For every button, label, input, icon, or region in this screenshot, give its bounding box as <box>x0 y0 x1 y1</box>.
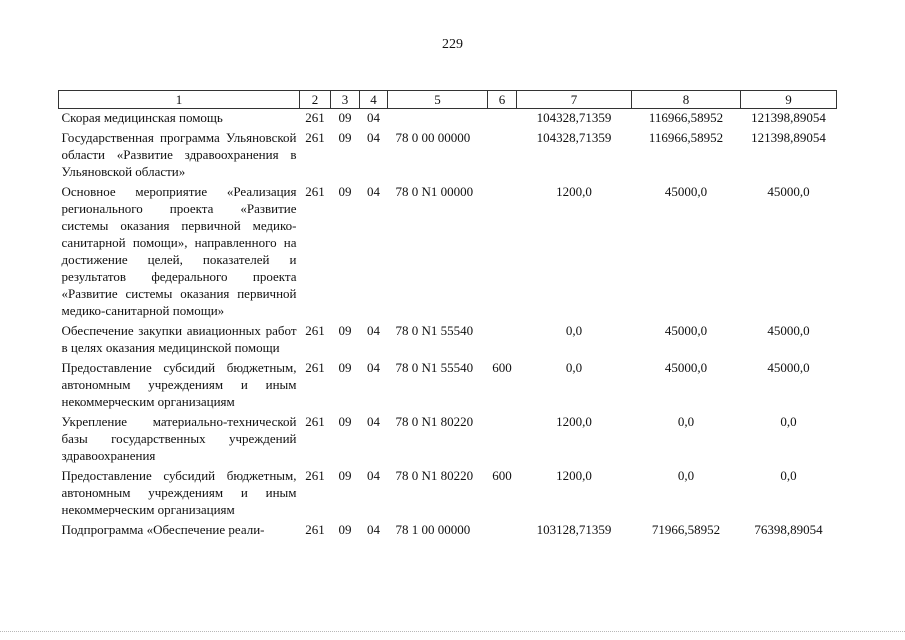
amount-cell: 0,0 <box>677 414 695 429</box>
section-cell: 09 <box>338 110 352 125</box>
amount-cell: 121398,89054 <box>751 110 826 125</box>
target-article-cell: 78 0 N1 55540 <box>395 323 474 338</box>
header-cell: 3 <box>331 91 360 109</box>
subsection-cell: 04 <box>367 110 380 125</box>
code-cell: 261 <box>305 468 325 483</box>
amount-cell: 0,0 <box>565 360 583 375</box>
amount-cell: 0,0 <box>565 323 583 338</box>
section-cell: 09 <box>338 323 352 338</box>
table-row <box>59 183 837 322</box>
table-row <box>59 521 837 538</box>
expense-type-cell <box>488 109 517 130</box>
amount-cell: 45000,0 <box>767 184 810 199</box>
code-cell: 261 <box>305 522 325 537</box>
header-cell: 5 <box>388 91 488 109</box>
target-article-cell: 78 0 N1 80220 <box>395 414 474 429</box>
table-row <box>59 413 837 467</box>
header-cell: 4 <box>360 91 388 109</box>
subsection-cell: 04 <box>367 360 380 375</box>
section-cell: 09 <box>338 522 352 537</box>
amount-cell: 1200,0 <box>556 468 592 483</box>
target-article-cell: 78 0 N1 55540 <box>395 360 474 375</box>
subsection-cell: 04 <box>367 522 380 537</box>
amount-cell: 45000,0 <box>664 184 708 199</box>
amount-cell: 45000,0 <box>664 323 708 338</box>
expense-type-cell <box>488 183 517 322</box>
amount-cell: 0,0 <box>780 468 797 483</box>
amount-cell: 45000,0 <box>767 360 810 375</box>
amount-cell: 1200,0 <box>556 184 592 199</box>
table-row <box>59 322 837 359</box>
section-cell: 09 <box>338 468 352 483</box>
amount-cell: 116966,58952 <box>648 130 724 145</box>
section-cell: 09 <box>338 130 352 145</box>
expense-type-cell <box>488 413 517 467</box>
amount-cell: 0,0 <box>780 414 797 429</box>
amount-cell: 104328,71359 <box>536 130 612 145</box>
table-body <box>59 109 837 539</box>
table-row <box>59 359 837 413</box>
amount-cell: 104328,71359 <box>536 110 612 125</box>
section-cell: 09 <box>338 184 352 199</box>
amount-cell: 45000,0 <box>664 360 708 375</box>
row-name-cell: Скорая медицинская помощь <box>61 110 223 125</box>
expense-type-cell: 600 <box>492 360 512 375</box>
target-article-cell: 78 0 N1 80220 <box>395 468 474 483</box>
amount-cell: 103128,71359 <box>536 522 612 537</box>
code-cell: 261 <box>305 130 325 145</box>
code-cell: 261 <box>305 110 325 125</box>
amount-cell: 45000,0 <box>767 323 810 338</box>
header-cell: 8 <box>632 91 741 109</box>
table-row <box>59 109 837 130</box>
row-name-cell: Основное мероприятие «Реализация регионального проекта «Развитие системы оказания первичной медико-санитарной помощи», направленного на достижение целей, показателей и результатов федерального проекта «Развитие системы оказания первичной медико-санитарной помощи» <box>61 184 297 318</box>
expense-type-cell: 600 <box>492 468 512 483</box>
subsection-cell: 04 <box>367 414 380 429</box>
row-name-cell: Предоставление субсидий бюджетным, автономным учреждениям и иным некоммерческим организациям <box>61 360 297 409</box>
subsection-cell: 04 <box>367 323 380 338</box>
target-article-cell: 78 1 00 00000 <box>395 522 471 537</box>
amount-cell: 1200,0 <box>556 414 592 429</box>
header-cell: 1 <box>59 91 300 109</box>
expense-type-cell <box>488 129 517 183</box>
amount-cell: 121398,89054 <box>751 130 826 145</box>
header-cell: 6 <box>488 91 517 109</box>
header-cell: 9 <box>741 91 837 109</box>
header-cell: 7 <box>517 91 632 109</box>
target-article-cell <box>388 109 488 130</box>
amount-cell: 116966,58952 <box>648 110 724 125</box>
subsection-cell: 04 <box>367 468 380 483</box>
table-row <box>59 467 837 521</box>
expense-type-cell <box>488 322 517 359</box>
header-cell: 2 <box>300 91 331 109</box>
code-cell: 261 <box>305 360 325 375</box>
code-cell: 261 <box>305 414 325 429</box>
table-header <box>59 91 837 109</box>
expense-type-cell <box>488 521 517 538</box>
row-name-cell: Обеспечение закупки авиационных работ в целях оказания медицинской помощи <box>61 323 297 355</box>
target-article-cell: 78 0 N1 00000 <box>395 184 474 199</box>
row-name-cell: Укрепление материально-технической базы государственных учреждений здравоохранения <box>61 414 297 463</box>
row-name-cell: Подпрограмма «Обеспечение реали- <box>61 522 265 537</box>
budget-table <box>58 90 837 538</box>
code-cell: 261 <box>305 323 325 338</box>
page-bottom-scan-line <box>0 631 905 633</box>
subsection-cell: 04 <box>367 130 380 145</box>
target-article-cell: 78 0 00 00000 <box>395 130 471 145</box>
amount-cell: 71966,58952 <box>651 522 721 537</box>
amount-cell: 76398,89054 <box>754 522 823 537</box>
row-name-cell: Предоставление субсидий бюджетным, автономным учреждениям и иным некоммерческим организациям <box>61 468 297 517</box>
amount-cell: 0,0 <box>677 468 695 483</box>
subsection-cell: 04 <box>367 184 380 199</box>
section-cell: 09 <box>338 360 352 375</box>
page-number: 229 <box>442 37 463 52</box>
row-name-cell: Государственная программа Ульяновской области «Развитие здравоохранения в Ульяновской области» <box>61 130 297 179</box>
code-cell: 261 <box>305 184 325 199</box>
header-row <box>59 91 837 109</box>
table-row <box>59 129 837 183</box>
section-cell: 09 <box>338 414 352 429</box>
